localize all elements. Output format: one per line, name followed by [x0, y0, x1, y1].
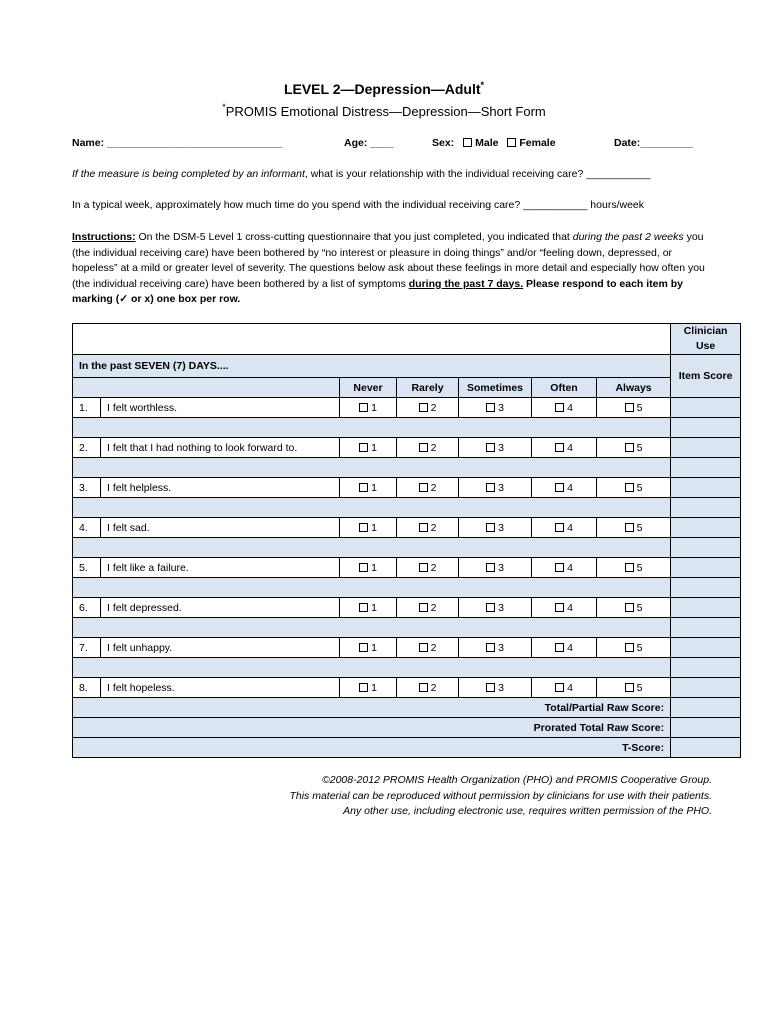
checkbox-icon[interactable]	[486, 603, 495, 612]
response-option[interactable]	[397, 518, 459, 538]
response-option[interactable]	[397, 438, 459, 458]
option-value: 4	[567, 681, 573, 694]
response-option[interactable]	[459, 678, 532, 698]
clinician-use-header: Clinician Use	[671, 324, 741, 355]
response-option[interactable]	[532, 678, 597, 698]
option-value: 1	[371, 401, 377, 414]
total-row	[73, 698, 741, 718]
response-option[interactable]	[340, 638, 397, 658]
checkbox-icon[interactable]	[625, 403, 634, 412]
spacer-row	[73, 658, 741, 678]
checkbox-icon[interactable]	[555, 683, 564, 692]
item-text: I felt helpless.	[101, 478, 340, 498]
checkbox-icon[interactable]	[555, 483, 564, 492]
response-option[interactable]	[532, 478, 597, 498]
total-score-field[interactable]	[671, 738, 741, 758]
age-field[interactable]: Age: ____	[344, 137, 394, 149]
option-value: 4	[567, 641, 573, 654]
response-option[interactable]	[397, 638, 459, 658]
option-value: 2	[430, 601, 437, 614]
option-value: 3	[498, 641, 504, 654]
total-score-field[interactable]	[671, 718, 741, 738]
response-option[interactable]	[340, 678, 397, 698]
spacer-row	[73, 458, 741, 478]
option-value: 3	[498, 561, 504, 574]
response-option[interactable]	[459, 398, 532, 418]
response-option[interactable]	[459, 518, 532, 538]
female-label: Female	[519, 137, 556, 149]
footer-line: ©2008-2012 PROMIS Health Organization (PHO) and PROMIS Cooperative Group.	[322, 774, 712, 786]
option-value: 3	[498, 681, 504, 694]
option-value: 2	[430, 441, 437, 454]
item-row	[73, 478, 741, 498]
option-value: 5	[636, 681, 643, 694]
option-value: 2	[430, 481, 437, 494]
item-number: 8.	[73, 678, 101, 698]
checkbox-icon[interactable]	[486, 563, 495, 572]
total-row	[73, 738, 741, 758]
checkbox-icon[interactable]	[486, 443, 495, 452]
date-field[interactable]: Date:_________	[614, 137, 693, 149]
column-header-never: Never	[340, 378, 397, 398]
checkbox-icon[interactable]	[359, 603, 368, 612]
option-value: 1	[371, 441, 377, 454]
item-number: 7.	[73, 638, 101, 658]
option-value: 3	[498, 481, 504, 494]
response-option[interactable]	[340, 478, 397, 498]
option-value: 4	[567, 401, 573, 414]
item-score-field[interactable]	[671, 518, 741, 538]
checkbox-icon[interactable]	[419, 523, 428, 532]
checkbox-icon[interactable]	[419, 643, 428, 652]
checkbox-icon[interactable]	[419, 483, 428, 492]
option-value: 5	[636, 441, 643, 454]
option-value: 2	[430, 521, 437, 534]
item-number: 6.	[73, 598, 101, 618]
checkbox-icon[interactable]	[419, 563, 428, 572]
response-option[interactable]	[459, 638, 532, 658]
item-score-field[interactable]	[671, 438, 741, 458]
item-number: 4.	[73, 518, 101, 538]
option-value: 5	[636, 521, 643, 534]
item-text: I felt hopeless.	[101, 678, 340, 698]
item-score-header: Item Score	[671, 355, 741, 398]
sex-label: Sex:	[432, 137, 455, 149]
checkbox-icon[interactable]	[625, 603, 634, 612]
response-option[interactable]	[340, 518, 397, 538]
response-option[interactable]	[597, 638, 671, 658]
option-value: 2	[430, 561, 437, 574]
option-value: 4	[567, 441, 573, 454]
spacer-row	[73, 618, 741, 638]
column-header-rarely: Rarely	[397, 378, 459, 398]
item-row	[73, 638, 741, 658]
checkbox-icon[interactable]	[625, 443, 634, 452]
response-option[interactable]	[532, 518, 597, 538]
response-option[interactable]	[597, 518, 671, 538]
response-option[interactable]	[397, 678, 459, 698]
response-option[interactable]	[597, 598, 671, 618]
checkbox-icon[interactable]	[625, 683, 634, 692]
copyright-footer	[112, 773, 712, 820]
checkbox-icon[interactable]	[419, 603, 428, 612]
total-label: Prorated Total Raw Score:	[73, 718, 671, 738]
response-option[interactable]	[597, 438, 671, 458]
item-score-field[interactable]	[671, 558, 741, 578]
option-value: 4	[567, 521, 573, 534]
response-option[interactable]	[459, 598, 532, 618]
female-checkbox[interactable]	[507, 138, 516, 147]
checkbox-icon[interactable]	[555, 563, 564, 572]
item-number: 3.	[73, 478, 101, 498]
item-row	[73, 598, 741, 618]
checkbox-icon[interactable]	[359, 523, 368, 532]
option-value: 5	[636, 601, 643, 614]
response-option[interactable]	[340, 598, 397, 618]
option-value: 3	[498, 521, 504, 534]
footer-line: This material can be reproduced without permission by clinicians for use with their patients.	[289, 789, 712, 802]
item-score-field[interactable]	[671, 678, 741, 698]
response-option[interactable]	[397, 398, 459, 418]
response-option[interactable]	[340, 558, 397, 578]
checkbox-icon[interactable]	[486, 483, 495, 492]
option-value: 3	[498, 401, 504, 414]
typical-week-question[interactable]: In a typical week, approximately how much time do you spend with the individual receiving care? ___________ hours/week	[72, 199, 644, 211]
option-value: 4	[567, 561, 573, 574]
item-number: 2.	[73, 438, 101, 458]
column-header-sometimes: Sometimes	[459, 378, 532, 398]
checkbox-icon[interactable]	[419, 443, 428, 452]
male-label: Male	[475, 137, 499, 149]
response-option[interactable]	[459, 438, 532, 458]
item-text: I felt worthless.	[101, 398, 340, 418]
response-option[interactable]	[397, 478, 459, 498]
checkbox-icon[interactable]	[555, 643, 564, 652]
option-value: 1	[371, 641, 377, 654]
checkbox-icon[interactable]	[486, 683, 495, 692]
item-score-field[interactable]	[671, 638, 741, 658]
male-checkbox[interactable]	[463, 138, 472, 147]
option-value: 2	[430, 401, 437, 414]
option-value: 4	[567, 481, 573, 494]
option-value: 5	[636, 401, 643, 414]
item-number: 5.	[73, 558, 101, 578]
item-number: 1.	[73, 398, 101, 418]
item-score-field[interactable]	[671, 398, 741, 418]
checkbox-icon[interactable]	[555, 523, 564, 532]
item-score-field[interactable]	[671, 598, 741, 618]
response-option[interactable]	[532, 638, 597, 658]
form-subtitle: *PROMIS Emotional Distress—Depression—Short Form	[222, 102, 546, 119]
item-text: I felt depressed.	[101, 598, 340, 618]
questionnaire-table	[72, 323, 741, 758]
response-option[interactable]	[340, 398, 397, 418]
item-row	[73, 678, 741, 698]
response-option[interactable]	[532, 398, 597, 418]
checkbox-icon[interactable]	[555, 403, 564, 412]
option-value: 3	[498, 441, 504, 454]
spacer-row	[73, 578, 741, 598]
checkbox-icon[interactable]	[486, 643, 495, 652]
instructions: Instructions: On the DSM-5 Level 1 cross-cutting questionnaire that you just completed, you indicated that during the past 2 weeks you (the individual receiving care) have been bothered by “no interest or pleasure in doing things” and/or “feeling down, depressed, or hopeless” at a mild or greater level of severity. The questions below ask about these feelings in more detail and especially how often you (the individual receiving care) have been bothered by a list of symptoms during the past 7 days. Please respond to each item by marking (✓ or x) one box per row.	[72, 231, 705, 305]
option-value: 5	[636, 561, 643, 574]
option-value: 4	[567, 601, 573, 614]
option-value: 1	[371, 481, 377, 494]
response-option[interactable]	[397, 558, 459, 578]
option-value: 5	[636, 641, 643, 654]
total-label: T-Score:	[73, 738, 671, 758]
response-option[interactable]	[397, 598, 459, 618]
form-title: LEVEL 2—Depression—Adult*	[283, 80, 485, 97]
option-value: 2	[430, 681, 437, 694]
item-row	[73, 518, 741, 538]
response-option[interactable]	[597, 398, 671, 418]
checkbox-icon[interactable]	[555, 443, 564, 452]
response-option[interactable]	[532, 438, 597, 458]
response-option[interactable]	[340, 438, 397, 458]
checkbox-icon[interactable]	[359, 443, 368, 452]
option-value: 2	[430, 641, 437, 654]
checkbox-icon[interactable]	[555, 603, 564, 612]
spacer-row	[73, 538, 741, 558]
item-row	[73, 398, 741, 418]
response-option[interactable]	[597, 478, 671, 498]
spacer-row	[73, 418, 741, 438]
option-value: 1	[371, 681, 377, 694]
checkbox-icon[interactable]	[359, 643, 368, 652]
column-header-always: Always	[597, 378, 671, 398]
item-score-field[interactable]	[671, 478, 741, 498]
response-option[interactable]	[532, 558, 597, 578]
response-option[interactable]	[459, 558, 532, 578]
total-label: Total/Partial Raw Score:	[73, 698, 671, 718]
total-row	[73, 718, 741, 738]
item-row	[73, 438, 741, 458]
response-option[interactable]	[597, 678, 671, 698]
checkbox-icon[interactable]	[486, 523, 495, 532]
item-row	[73, 558, 741, 578]
option-value: 5	[636, 481, 643, 494]
checkbox-icon[interactable]	[625, 563, 634, 572]
checkbox-icon[interactable]	[625, 523, 634, 532]
footer-line: Any other use, including electronic use, requires written permission of the PHO.	[343, 805, 712, 817]
sex-field	[432, 137, 556, 149]
checkbox-icon[interactable]	[625, 483, 634, 492]
checkbox-icon[interactable]	[359, 563, 368, 572]
option-value: 1	[371, 521, 377, 534]
checkbox-icon[interactable]	[625, 643, 634, 652]
checkbox-icon[interactable]	[359, 683, 368, 692]
response-option[interactable]	[459, 478, 532, 498]
checkbox-icon[interactable]	[419, 683, 428, 692]
item-text: I felt like a failure.	[101, 558, 340, 578]
checkbox-icon[interactable]	[419, 403, 428, 412]
informant-question[interactable]: If the measure is being completed by an informant, what is your relationship with the individual receiving care? ___________	[72, 168, 651, 180]
spacer-row	[73, 498, 741, 518]
option-value: 3	[498, 601, 504, 614]
checkbox-icon[interactable]	[486, 403, 495, 412]
period-header: In the past SEVEN (7) DAYS....	[73, 355, 671, 378]
checkbox-icon[interactable]	[359, 403, 368, 412]
checkbox-icon[interactable]	[359, 483, 368, 492]
total-score-field[interactable]	[671, 698, 741, 718]
option-value: 1	[371, 601, 377, 614]
item-text: I felt that I had nothing to look forward to.	[101, 438, 340, 458]
item-text: I felt unhappy.	[101, 638, 340, 658]
response-option[interactable]	[532, 598, 597, 618]
option-value: 1	[371, 561, 377, 574]
column-header-often: Often	[532, 378, 597, 398]
name-field[interactable]: Name: ______________________________	[72, 137, 283, 149]
response-option[interactable]	[597, 558, 671, 578]
item-text: I felt sad.	[101, 518, 340, 538]
